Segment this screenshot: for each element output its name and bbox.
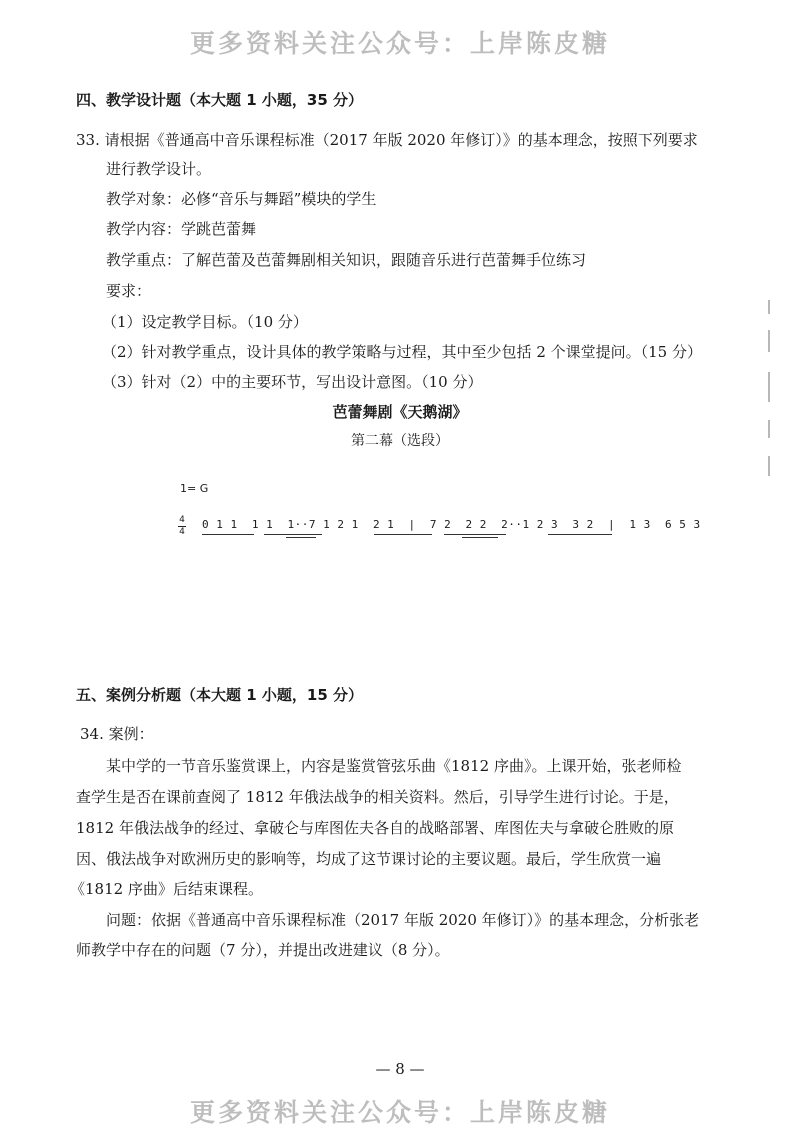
score-subtitle: 第二幕（选段） <box>351 433 449 449</box>
jianpu-notation <box>178 514 701 544</box>
section-5-heading: 五、案例分析题（本大题 1 小题，15 分） <box>76 686 363 704</box>
time-signature-top: 4 <box>179 515 185 525</box>
margin-mark <box>768 372 770 402</box>
beam-line <box>264 534 322 535</box>
score-title: 芭蕾舞剧《天鹅湖》 <box>332 403 468 421</box>
teaching-target: 教学对象：必修“音乐与舞蹈”模块的学生 <box>106 190 377 208</box>
question-34-label: 34. 案例： <box>80 725 154 743</box>
requirement-1: （1）设定教学目标。（10 分） <box>102 313 308 331</box>
question-33-line-2: 进行教学设计。 <box>106 160 212 178</box>
score-notes: 0 1 1 1 1 1··7 1 2 1 2 1 | 7 2 2 2 2··1 2 3 3 2 | 1 3 6 5 3 <box>202 518 701 531</box>
margin-mark <box>768 420 770 438</box>
beam-line <box>444 534 506 535</box>
case-line-2: 查学生是否在课前查阅了 1812 年俄法战争的相关资料。然后，引导学生进行讨论。于是， <box>76 788 679 806</box>
margin-mark <box>768 300 770 314</box>
page-number: — 8 — <box>375 1060 425 1078</box>
case-line-5: 《1812 序曲》后结束课程。 <box>70 880 263 898</box>
question-33-line-1: 33. 请根据《普通高中音乐课程标准（2017 年版 2020 年修订）》的基本理念，按照下列要求 <box>76 131 698 149</box>
beam-line <box>462 537 498 538</box>
beam-line <box>202 534 254 535</box>
beam-line <box>286 537 316 538</box>
teaching-focus: 教学重点：了解芭蕾及芭蕾舞剧相关知识，跟随音乐进行芭蕾舞手位练习 <box>106 251 587 269</box>
beam-line <box>548 534 612 535</box>
teaching-content: 教学内容：学跳芭蕾舞 <box>106 220 257 238</box>
time-signature-bottom: 4 <box>179 527 185 537</box>
section-4-heading: 四、教学设计题（本大题 1 小题，35 分） <box>76 91 363 109</box>
score-key: 1= G <box>180 482 209 495</box>
beam-line <box>374 534 432 535</box>
requirement-3: （3）针对（2）中的主要环节，写出设计意图。（10 分） <box>102 373 483 391</box>
time-signature <box>178 516 186 537</box>
case-line-4: 因、俄法战争对欧洲历史的影响等，均成了这节课讨论的主要议题。最后，学生欣赏一遍 <box>76 850 662 868</box>
watermark-top: 更多资料关注公众号：上岸陈皮糖 <box>189 29 610 58</box>
case-line-1: 某中学的一节音乐鉴赏课上，内容是鉴赏管弦乐曲《1812 序曲》。上课开始，张老师检 <box>106 757 682 775</box>
margin-mark <box>768 456 770 476</box>
requirements-label: 要求： <box>106 282 152 300</box>
margin-mark <box>768 330 770 352</box>
watermark-bottom: 更多资料关注公众号：上岸陈皮糖 <box>189 1098 610 1127</box>
requirement-2: （2）针对教学重点，设计具体的教学策略与过程，其中至少包括 2 个课堂提问。（15 分） <box>102 343 702 361</box>
question-line-2: 师教学中存在的问题（7 分），并提出改进建议（8 分）。 <box>76 941 450 959</box>
question-line-1: 问题：依据《普通高中音乐课程标准（2017 年版 2020 年修订）》的基本理念，分析张老 <box>106 911 700 929</box>
case-line-3: 1812 年俄法战争的经过、拿破仑与库图佐夫各自的战略部署、库图佐夫与拿破仑胜败的原 <box>76 819 674 837</box>
